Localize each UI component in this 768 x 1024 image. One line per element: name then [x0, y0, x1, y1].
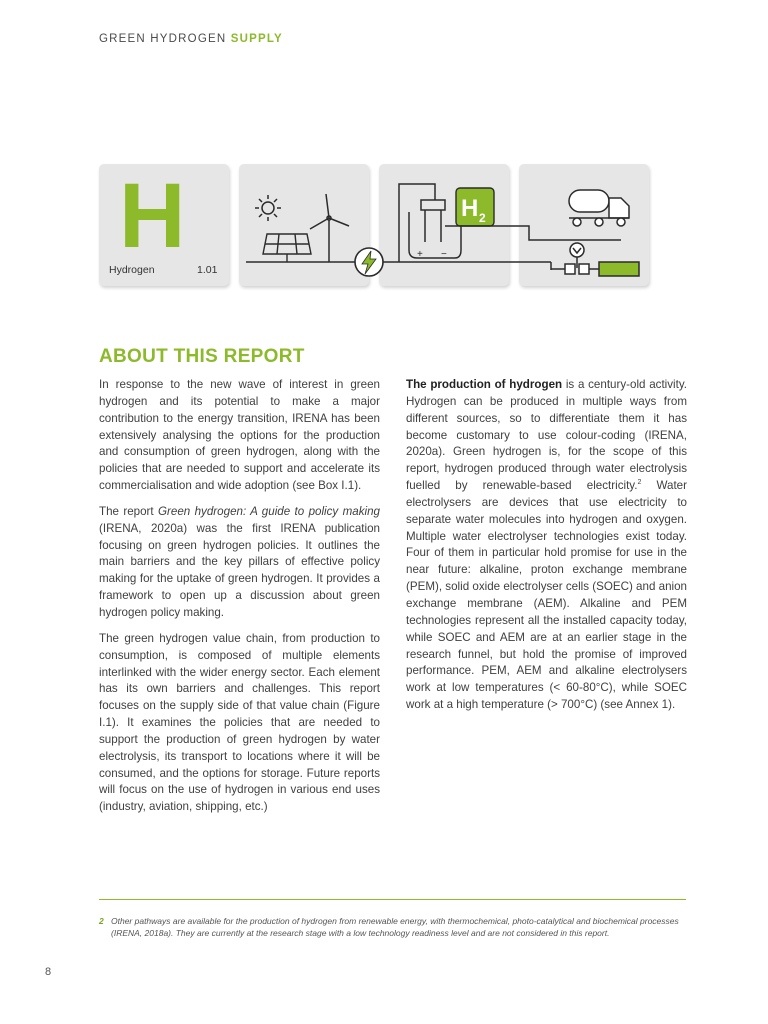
- supply-pipe: [445, 226, 621, 240]
- running-header-accent: SUPPLY: [230, 33, 283, 45]
- page-title: ABOUT THIS REPORT: [99, 346, 305, 367]
- element-symbol: H: [119, 165, 186, 267]
- footnote-rule: [99, 899, 686, 900]
- lightning-icon: [355, 248, 383, 276]
- report-title: Green hydrogen: A guide to policy making: [158, 504, 380, 518]
- h2-badge-symbol: H: [461, 195, 479, 222]
- pipeline-icon: [551, 262, 639, 276]
- valve-icon: [565, 243, 589, 274]
- solar-panel-icon: [263, 234, 311, 262]
- electrolyser-icon: [399, 184, 461, 262]
- value-chain-figure: [99, 164, 651, 288]
- running-header: [99, 33, 283, 45]
- paragraph-value-chain: The green hydrogen value chain, from production to consumption, is composed of multiple elements interlinked with the wider energy sector. Each element has its own barriers and challenges. This report focuses on the supply side of that value chain (Figure I.1). It examines the policies that are needed to support the production of green hydrogen by water electrolysis, its transport to locations where it will be consumed, and the options for storage. Future reports will focus on the use of hydrogen in various end uses (industry, aviation, shipping, etc.): [99, 631, 380, 814]
- footnote-ref[interactable]: 2: [637, 479, 642, 487]
- sun-icon: [255, 195, 281, 221]
- lead-phrase: The production of hydrogen: [406, 378, 563, 391]
- left-column: [99, 377, 380, 825]
- footnote-text: Other pathways are available for the production of hydrogen from renewable energy, with thermochemical, photo-catalytical and biochemical processes (IRENA, 2018a). They are currently at the research stage with a low technology readiness level and are not considered in this report.: [111, 916, 679, 938]
- paragraph-previous-report: The report Green hydrogen: A guide to policy making (IRENA, 2020a) was the first IRENA publication focusing on green hydrogen policies. It outlines the main barriers and the key pillars of effective policy making for the uptake of green hydrogen. It provides a framework to open up a discussion about green hydrogen policy making.: [99, 504, 380, 619]
- running-header-section: GREEN HYDROGEN: [99, 33, 227, 45]
- h2-badge-subscript: 2: [479, 211, 486, 225]
- paragraph-production: The production of hydrogen is a century-old activity. Hydrogen can be produced in multiple ways from different sources, so to differentiate them it has become customary to use colour-coding (IRENA, 2020a). Green hydrogen is, for the scope of this report, hydrogen produced through water electrolysis fuelled by renewable-based electricity.$^2$ Water electrolysers are devices that use electricity to separate water molecules into hydrogen and oxygen. Multiple water electrolyser technologies exist today. Four of them in particular hold promise for use in the near future: alkaline, proton exchange membrane (PEM), solid oxide electrolyser cells (SOEC) and anion exchange membrane (AEM). Alkaline and PEM technologies represent all the installed capacity today, while SOEC and AEM are at an earlier stage in the research funnel, but hold the promise of improved performance. PEM, AEM and alkaline electrolysers work at low temperatures (< 60-80°C), while SOEC work at a high temperature (> 700°C) (see Annex 1).: [406, 378, 687, 712]
- h2-badge-icon: [456, 188, 494, 226]
- footnote: [99, 916, 686, 939]
- page-number: 8: [45, 966, 52, 978]
- paragraph-intro: In response to the new wave of interest in green hydrogen and its potential to make a major contribution to the energy transition, IRENA has been extensively analysing the options for the production and consumption of green hydrogen, along with the policies that are needed to support and accelerate its commercialisation and wide adoption (see Box I.1).: [99, 378, 380, 493]
- tanker-truck-icon: [569, 190, 629, 226]
- footnote-number: 2: [99, 916, 104, 926]
- plus-sign: +: [417, 249, 423, 260]
- minus-sign: −: [441, 249, 447, 260]
- element-number: 1.01: [197, 264, 218, 276]
- element-name: Hydrogen: [109, 264, 155, 276]
- wind-turbine-icon: [310, 194, 349, 262]
- right-column: [406, 377, 687, 723]
- value-chain-diagram: [99, 164, 651, 288]
